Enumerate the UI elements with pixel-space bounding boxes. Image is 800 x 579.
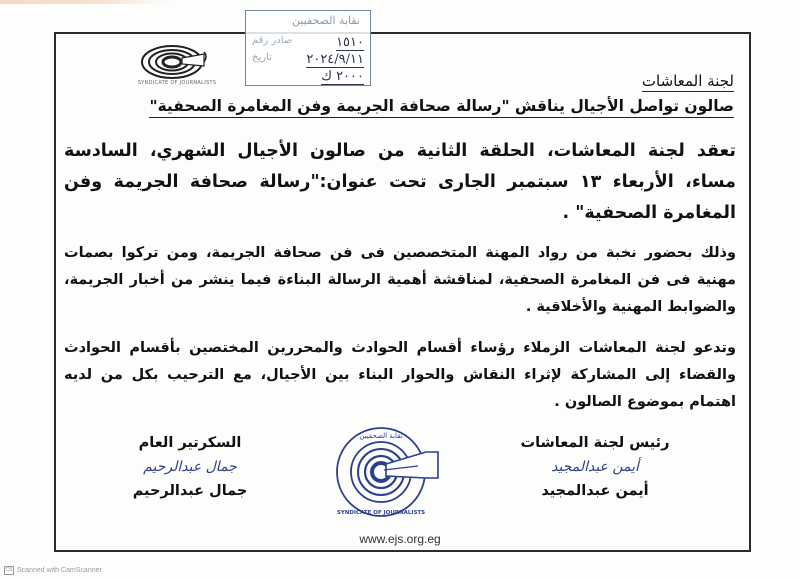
- syndicate-seal: [326, 422, 444, 522]
- incoming-stamp: [245, 10, 371, 86]
- stamp-row-date: [252, 52, 364, 68]
- seal-top-text: نقابة الصحفيين: [359, 432, 403, 440]
- signer-name: جمال عبدالرحيم: [132, 483, 248, 499]
- stamp-title: نقابة الصحفيين: [291, 14, 360, 27]
- logo-caption: SYNDICATE OF JOURNALISTS: [137, 80, 217, 86]
- stamp-row-number: [252, 35, 364, 51]
- signature-block-secretary: [120, 433, 260, 501]
- handwritten-signature: أيمن عبدالمجيد: [551, 459, 639, 475]
- scanner-note: Scanned with CamScanner: [17, 567, 102, 574]
- signature-block-committee-head: [520, 433, 670, 501]
- stamp-date-value: ٢٠٢٤/٩/١١: [306, 52, 364, 67]
- paragraph-invitation: وتدعو لجنة المعاشات الزملاء رؤساء أقسام الحوادث والمحررين المختصين بأقسام الحوادث والقضاء إلى المشاركة لإثراء النقاش والحوار البناء بين الأجيال، مع الترحيب بكل من لديه اهتمام بموضوع الصالون .: [64, 340, 736, 410]
- paragraph-announcement: تعقد لجنة المعاشات، الحلقة الثانية من صالون الأجيال الشهري، السادسة مساء، الأربعاء ١٣ سبتمبر الجارى تحت عنوان:"رسالة صحافة الجريمة وفن المغامرة الصحفية" .: [64, 141, 736, 223]
- website-link[interactable]: www.ejs.org.eg: [359, 532, 441, 546]
- seal-icon: [326, 422, 444, 522]
- seal-bottom-text: SYNDICATE OF JOURNALISTS: [336, 510, 426, 516]
- stamp-date-label: تاريخ: [252, 52, 272, 63]
- camscanner-icon: CS: [5, 567, 13, 573]
- syndicate-logo: [122, 44, 232, 94]
- signer-role: رئيس لجنة المعاشات: [520, 435, 670, 451]
- stamp-row-extra: [252, 69, 364, 85]
- stamp-number-value: ١٥١٠: [336, 35, 364, 50]
- stamp-number-label: صادر رقم: [252, 35, 293, 46]
- document-headline: صالون تواصل الأجيال يناقش "رسالة صحافة الجريمة وفن المغامرة الصحفية": [149, 95, 734, 118]
- concentric-logo-icon: [122, 44, 232, 80]
- stamp-extra-value: ٢٠٠٠ ك: [321, 69, 364, 84]
- scan-edge-strip: [0, 0, 170, 4]
- scanner-watermark: [4, 566, 102, 575]
- paragraph-details: وذلك بحضور نخبة من رواد المهنة المتخصصين فى فن صحافة الجريمة، ومن تركوا بصمات مهنية فى فن المغامرة الصحفية، لمناقشة أهمية الرسالة البناءة فيما ينشر من أخبار الجريمة، والضوابط المهنية والأخلاقية .: [64, 245, 736, 315]
- signer-role: السكرتير العام: [138, 435, 242, 451]
- handwritten-signature: جمال عبدالرحيم: [143, 459, 237, 475]
- signer-name: أيمن عبدالمجيد: [541, 483, 649, 499]
- committee-name: لجنة المعاشات: [641, 72, 734, 90]
